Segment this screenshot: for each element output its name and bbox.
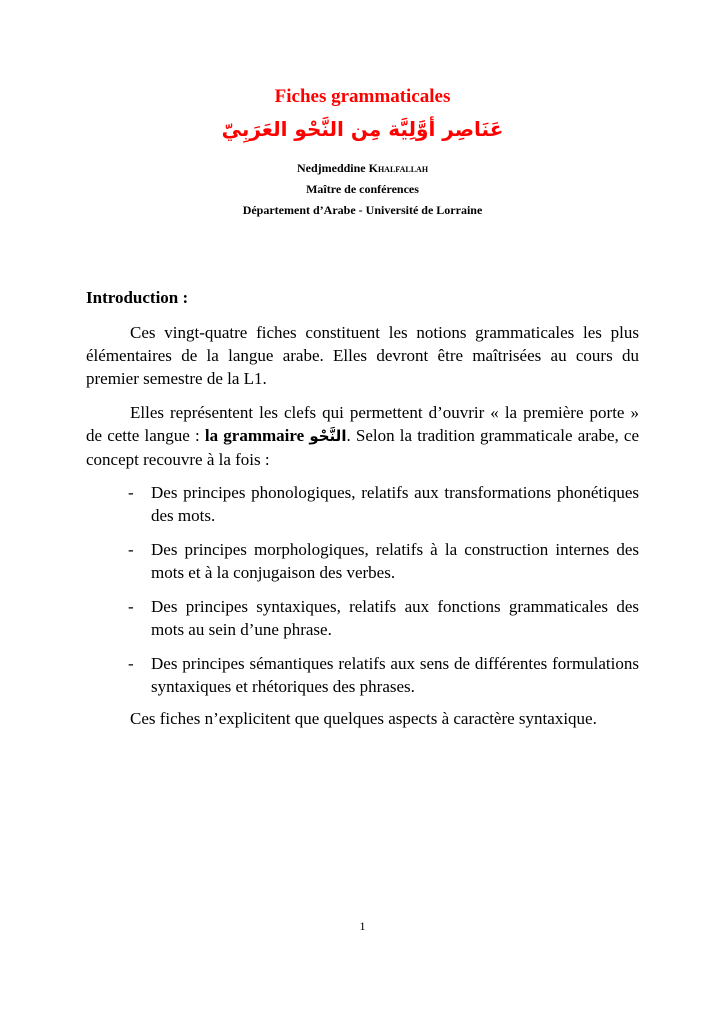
- arabic-title: عَنَاصِر أوَّلِيَّة مِن النَّحْو العَرَبِيّ: [221, 117, 504, 141]
- paragraph-2: [86, 401, 639, 471]
- author-department: Département d’Arabe - Université de Lorraine: [242, 203, 483, 217]
- list-item-text: Des principes morphologiques, relatifs à la construction internes des mots et à la conjugaison des verbes.: [151, 540, 639, 582]
- author-block: [0, 158, 725, 221]
- intro-heading: Introduction :: [86, 288, 189, 307]
- author-position: Maître de conférences: [306, 182, 419, 196]
- list-item: [128, 481, 639, 527]
- paragraph-2-term: la grammaire: [204, 426, 305, 445]
- list-item-text: Des principes syntaxiques, relatifs aux fonctions grammaticales des mots au sein d’une phrase.: [151, 597, 639, 639]
- list-item: [128, 595, 639, 641]
- paragraph-1-text: Ces vingt-quatre fiches constituent les notions grammaticales les plus élémentaires de la langue arabe. Elles devront être maîtrisées au cours du premier semestre de la L1.: [86, 323, 639, 388]
- bullet-marker: -: [128, 483, 134, 502]
- list-item: [128, 538, 639, 584]
- author-last-name: Khalfallah: [368, 161, 429, 175]
- list-item-text: Des principes sémantiques relatifs aux sens de différentes formulations syntaxiques et rhétoriques des phrases.: [151, 654, 639, 696]
- document-title: Fiches grammaticales: [274, 86, 451, 107]
- list-item-text: Des principes phonologiques, relatifs aux transformations phonétiques des mots.: [151, 483, 639, 525]
- paragraph-2-term-arabic: النَّحْو: [309, 427, 347, 445]
- author-name: [0, 158, 725, 179]
- paragraph-2-after: . Selon la tradition grammaticale arabe, ce concept recouvre à la fois :: [86, 426, 640, 469]
- bullet-marker: -: [128, 654, 134, 673]
- bullet-marker: -: [128, 597, 134, 616]
- bullet-marker: -: [128, 540, 134, 559]
- list-item: [128, 652, 639, 698]
- paragraph-2-before: Elles représentent les clefs qui permettent d’ouvrir « la première porte » de cette langue :: [86, 403, 639, 445]
- closing-sentence: Ces fiches n’explicitent que quelques aspects à caractère syntaxique.: [130, 709, 597, 728]
- paragraph-1: [86, 321, 639, 390]
- author-first-name: Nedjmeddine: [296, 161, 366, 175]
- page-number: 1: [359, 919, 366, 933]
